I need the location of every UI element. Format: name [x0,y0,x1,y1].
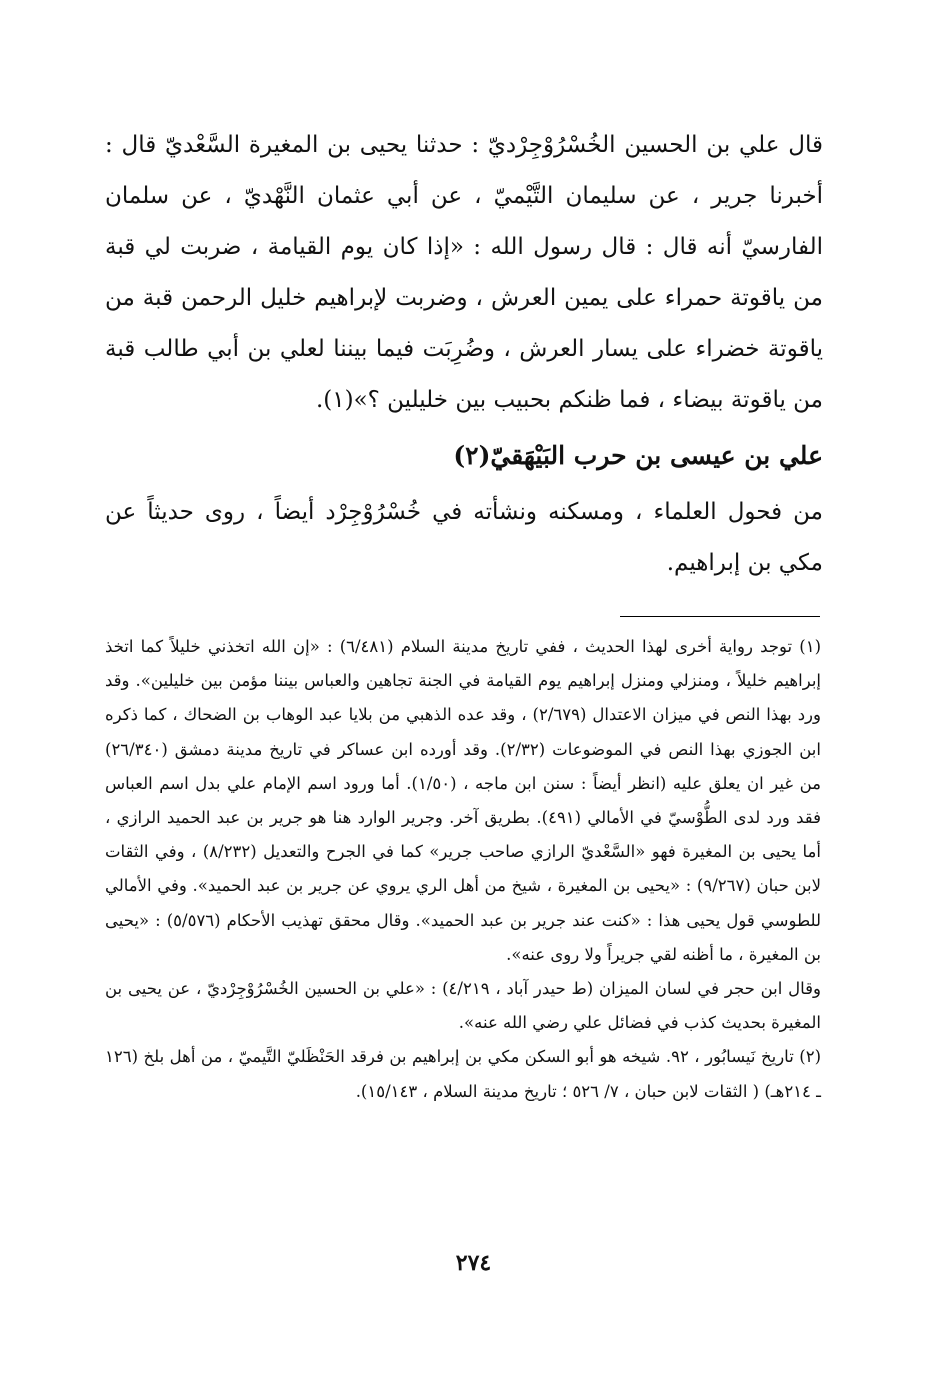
footnote-1-continued: وقال ابن حجر في لسان الميزان (ط حيدر آباد ، ٤/٢١٩) : «علي بن الحسين الخُسْرُوْجِرْديّ ، عن يحيى بن المغيرة بحديث كذب في فضائل علي رضي الله عنه». [105,979,822,1033]
main-text [105,120,823,589]
body-paragraph-2: من فحول العلماء ، ومسكنه ونشأته في خُسْرُوْجِرْد أيضاً ، روى حديثاً عن مكي بن إبراهيم. [105,499,823,576]
page-number: ٢٧٤ [455,1250,492,1276]
footnote-divider [620,616,820,617]
footnote-2: (٢) تاريخ نَيسابُور ، ٩٢. شيخه هو أبو السكن مكي بن إبراهيم بن فرقد الحَنْظَليّ التَّيميّ ، من أهل بلخ (١٢٦ ـ ٢١٤هـ) ( الثقات لابن حبان ، ٧/ ٥٢٦ ؛ تاريخ مدينة السلام ، ١٥/١٤٣). [105,1047,821,1101]
body-paragraph-1: قال علي بن الحسين الخُسْرُوْجِرْديّ : حدثنا يحيى بن المغيرة السَّعْديّ قال : أخبرنا جرير ، عن سليمان التَّيْميّ ، عن أبي عثمان النَّهْديّ ، عن سلمان الفارسيّ أنه قال : قال رسول الله : «إذا كان يوم القيامة ، ضربت لي قبة من ياقوتة حمراء على يمين العرش ، وضربت لإبراهيم خليل الرحمن قبة من ياقوتة خضراء على يسار العرش ، وضُرِبَت فيما بيننا لعلي بن أبي طالب قبة من ياقوتة بيضاء ، فما ظنكم بحبيب بين خليلين ؟»(١). [105,132,823,413]
section-heading: علي بن عيسى بن حرب البَيْهَقيّ(٢) [453,441,823,470]
footnote-1: (١) توجد رواية أخرى لهذا الحديث ، ففي تاريخ مدينة السلام (٦/٤٨١) : «إن الله اتخذني خليلاً كما اتخذ إبراهيم خليلاً ، ومنزلي ومنزل إبراهيم يوم القيامة في الجنة تجاهين والعباس بيننا مؤمن بين خليلين». وقد ورد بهذا النص في ميزان الاعتدال (٢/٦٧٩) ، وقد عده الذهبي من بلايا عبد الوهاب بن الضحاك ، كما ذكره ابن الجوزي بهذا النص في الموضوعات (٢/٣٢). وقد أورده ابن عساكر في تاريخ مدينة دمشق (٢٦/٣٤٠) من غير ان يعلق عليه (انظر أيضاً : سنن ابن ماجه ، (١/٥٠). أما ورود اسم الإمام علي بدل اسم العباس فقد ورد لدى الطُّوْسيّ في الأمالي (٤٩١). بطريق آخر. وجرير الوارد هنا هو جرير بن عبد الحميد الرازي ، أما يحيى بن المغيرة فهو «السَّعْديّ الرازي صاحب جرير» كما في الجرح والتعديل (٨/٢٣٢) ، وفي الثقات لابن حبان (٩/٢٦٧) : «يحيى بن المغيرة ، شيخ من أهل الري يروي عن جرير بن عبد الحميد». وفي الأمالي للطوسي قول يحيى هذا : «كنت عند جرير بن عبد الحميد». وقال محقق تهذيب الأحكام (٥/٥٧٦) : «يحيى بن المغيرة ، ما أظنه لقي جريراً ولا روى عنه». [105,637,821,964]
footnotes [105,630,821,1109]
body-section [105,120,823,589]
